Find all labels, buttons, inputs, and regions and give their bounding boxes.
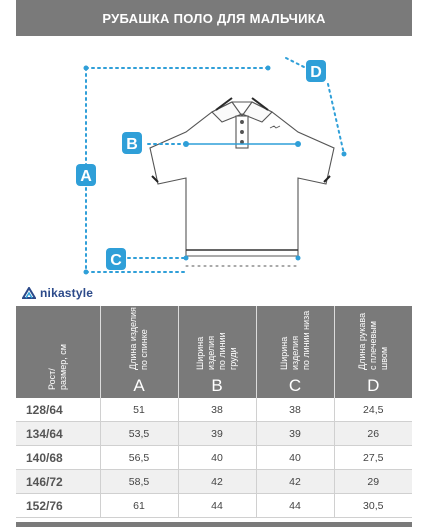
header-size: Рост/ размер, см (16, 306, 100, 398)
svg-text:A: A (80, 168, 92, 185)
polo-shirt-diagram (0, 36, 428, 280)
svg-text:C: C (110, 252, 122, 269)
svg-text:B: B (126, 136, 138, 153)
table-row: 140/68 56,5 40 40 27,5 (16, 446, 412, 470)
line-d-side (328, 84, 344, 154)
page-title: РУБАШКА ПОЛО ДЛЯ МАЛЬЧИКА (16, 0, 412, 36)
table-row: 128/64 51 38 38 24,5 (16, 398, 412, 422)
table-row: 152/76 61 44 44 30,5 (16, 494, 412, 518)
table-row: 134/64 53,5 39 39 26 (16, 422, 412, 446)
table-header-row (16, 306, 412, 398)
line-d-top (286, 58, 306, 68)
bottom-bar (16, 522, 412, 527)
brand-name: nikastyle (40, 286, 94, 300)
nikastyle-logo-icon (22, 287, 36, 299)
label-d (306, 60, 326, 82)
label-a (76, 164, 96, 186)
header-chest-b: Ширина изделия по линии груди B (178, 306, 256, 398)
table-row: 146/72 58,5 42 42 29 (16, 470, 412, 494)
svg-text:D: D (310, 64, 322, 81)
label-b (122, 132, 142, 154)
label-c (106, 248, 126, 270)
header-length-a: Длина изделия по спинке A (100, 306, 178, 398)
header-sleeve-d: Длина рукава с плечевым швом D (334, 306, 412, 398)
size-table (16, 306, 412, 518)
header-hem-c: Ширина изделия по линии низа C (256, 306, 334, 398)
brand-logo (22, 286, 93, 300)
polo-shirt-illustration (150, 98, 334, 256)
